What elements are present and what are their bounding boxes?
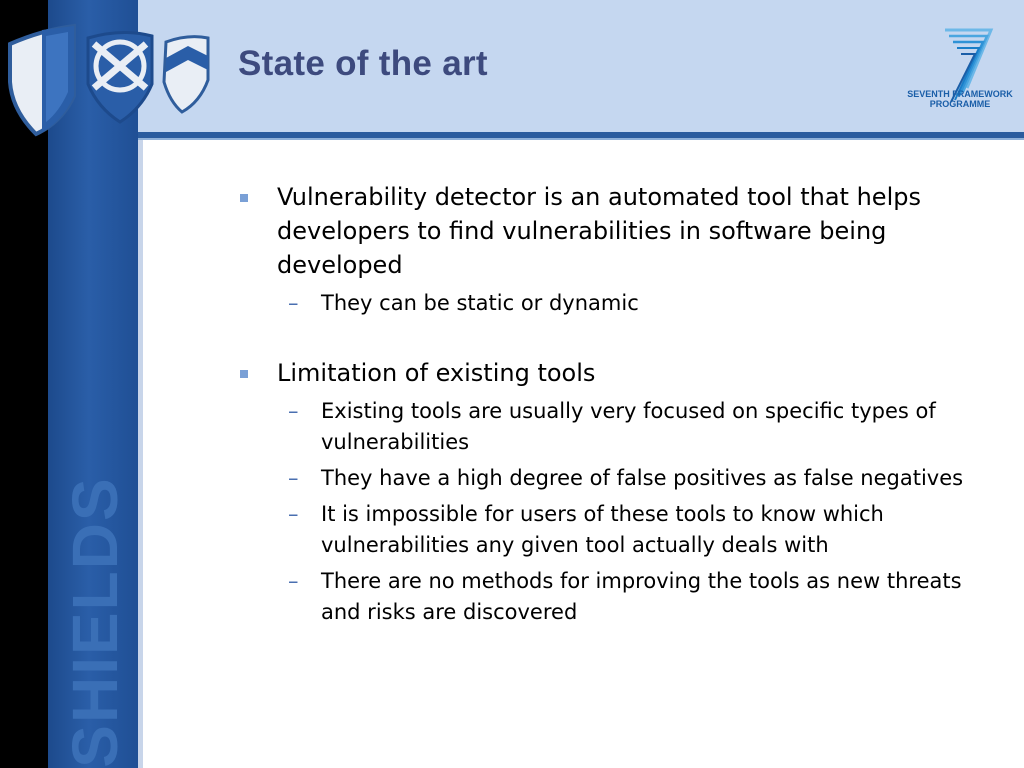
sub-item bbox=[238, 566, 998, 628]
bullet-text: Limitation of existing tools bbox=[277, 359, 596, 387]
fp7-label-line1: SEVENTH FRAMEWORK bbox=[907, 89, 1013, 99]
dash-icon: – bbox=[288, 502, 299, 526]
sub-item bbox=[238, 499, 998, 561]
sub-item bbox=[238, 463, 998, 494]
sub-text: They can be static or dynamic bbox=[321, 291, 639, 315]
sub-text: They have a high degree of false positives as false negatives bbox=[321, 466, 964, 490]
slide-body bbox=[238, 180, 998, 633]
bullet-square-icon bbox=[240, 370, 248, 378]
bullet-item bbox=[238, 356, 998, 390]
dash-icon: – bbox=[288, 569, 299, 593]
header-divider-light bbox=[138, 138, 1024, 140]
fp7-label-line2: PROGRAMME bbox=[929, 99, 991, 109]
sub-text: There are no methods for improving the tools as new threats and risks are discovered bbox=[321, 569, 962, 624]
sub-item bbox=[238, 396, 998, 458]
shields-logo-icon bbox=[2, 22, 218, 138]
bullet-item bbox=[238, 180, 998, 282]
dash-icon: – bbox=[288, 291, 299, 315]
sub-text: It is impossible for users of these tools to know which vulnerabilities any given tool actually deals with bbox=[321, 502, 884, 557]
sub-list bbox=[238, 288, 998, 319]
dash-icon: – bbox=[288, 399, 299, 423]
bullet-square-icon bbox=[240, 194, 248, 202]
sub-text: Existing tools are usually very focused on specific types of vulnerabilities bbox=[321, 399, 936, 454]
slide-title: State of the art bbox=[238, 44, 488, 83]
dash-icon: – bbox=[288, 466, 299, 490]
shields-watermark: SHIELDS bbox=[59, 476, 131, 768]
bullet-text: Vulnerability detector is an automated tool that helps developers to find vulnerabilities in software being developed bbox=[277, 183, 921, 279]
sub-item bbox=[238, 288, 998, 319]
sub-list bbox=[238, 396, 998, 628]
